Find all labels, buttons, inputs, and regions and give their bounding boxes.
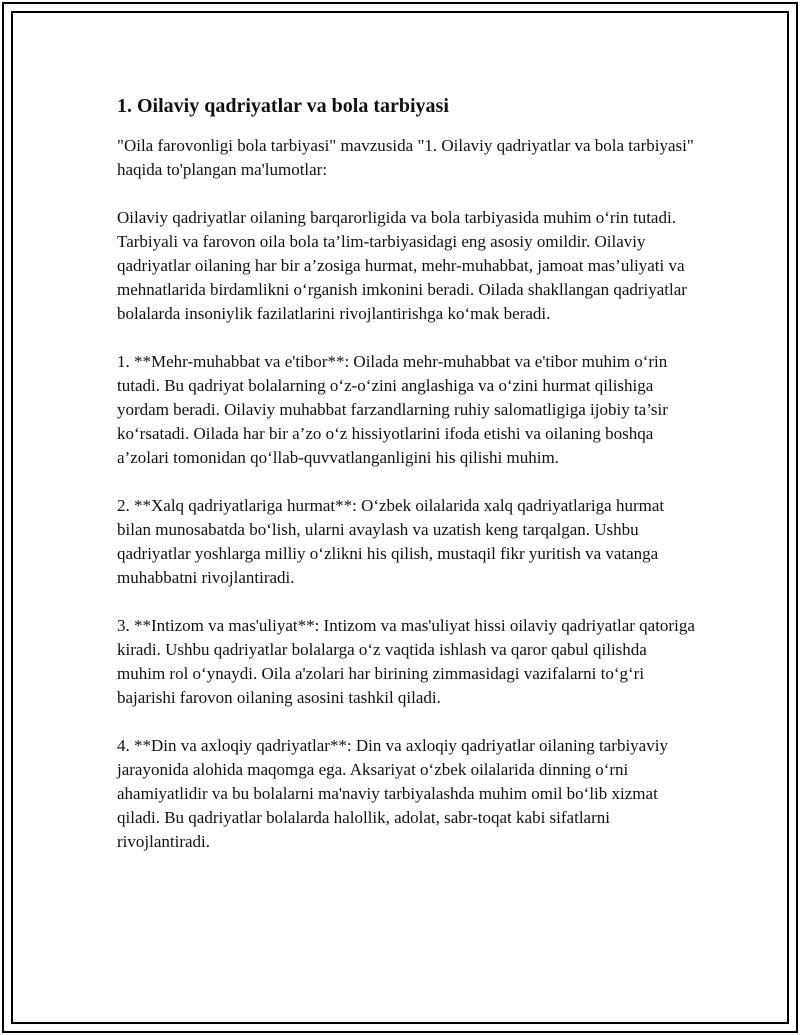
document-body <box>117 92 697 854</box>
point-4-paragraph: 4. **Din va axloqiy qadriyatlar**: Din va axloqiy qadriyatlar oilaning tarbiyaviy jarayonida alohida maqomga ega. Aksariyat o‘zbek oilalarida dinning o‘rni ahamiyatlidir va bu bolalarni ma'naviy tarbiyalashda muhim omil bo‘lib xizmat qiladi. Bu qadriyatlar bolalarda halollik, adolat, sabr-toqat kabi sifatlarni rivojlantiradi. <box>117 736 668 851</box>
point-2-paragraph: 2. **Xalq qadriyatlariga hurmat**: O‘zbek oilalarida xalq qadriyatlariga hurmat bilan munosabatda bo‘lish, ularni avaylash va uzatish keng tarqalgan. Ushbu qadriyatlar yoshlarga milliy o‘zlikni his qilish, mustaqil fikr yuritish va vatanga muhabbatni rivojlantiradi. <box>117 496 665 587</box>
intro-paragraph: "Oila farovonligi bola tarbiyasi" mavzusida "1. Oilaviy qadriyatlar va bola tarbiyasi" haqida to'plangan ma'lumotlar: <box>117 136 694 179</box>
overview-paragraph: Oilaviy qadriyatlar oilaning barqarorligida va bola tarbiyasida muhim o‘rin tutadi. Tarbiyali va farovon oila bola ta’lim-tarbiyasidagi eng asosiy omildir. Oilaviy qadriyatlar oilaning har bir a’zosiga hurmat, mehr-muhabbat, jamoat mas’uliyati va mehnatlarida birdamlikni o‘rganish imkonini beradi. Oilada shakllangan qadriyatlar bolalarda insoniylik fazilatlarini rivojlantirishga ko‘mak beradi. <box>117 208 687 323</box>
point-1-paragraph: 1. **Mehr-muhabbat va e'tibor**: Oilada mehr-muhabbat va e'tibor muhim o‘rin tutadi. Bu qadriyat bolalarning o‘z-o‘zini anglashiga va o‘zini hurmat qilishiga yordam beradi. Oilaviy muhabbat farzandlarning ruhiy salomatligiga ijobiy ta’sir ko‘rsatadi. Oilada har bir a’zo o‘z hissiyotlarini ifoda etishi va oilaning boshqa a’zolari tomonidan qo‘llab-quvvatlanganligini his qilishi muhim. <box>117 352 668 467</box>
point-3-paragraph: 3. **Intizom va mas'uliyat**: Intizom va mas'uliyat hissi oilaviy qadriyatlar qatoriga kiradi. Ushbu qadriyatlar bolalarga o‘z vaqtida ishlash va qaror qabul qilishda muhim rol o‘ynaydi. Oila a'zolari har birining zimmasidagi vazifalarni to‘g‘ri bajarishi farovon oilaning asosini tashkil qiladi. <box>117 616 695 707</box>
document-title: 1. Oilaviy qadriyatlar va bola tarbiyasi <box>117 95 449 117</box>
